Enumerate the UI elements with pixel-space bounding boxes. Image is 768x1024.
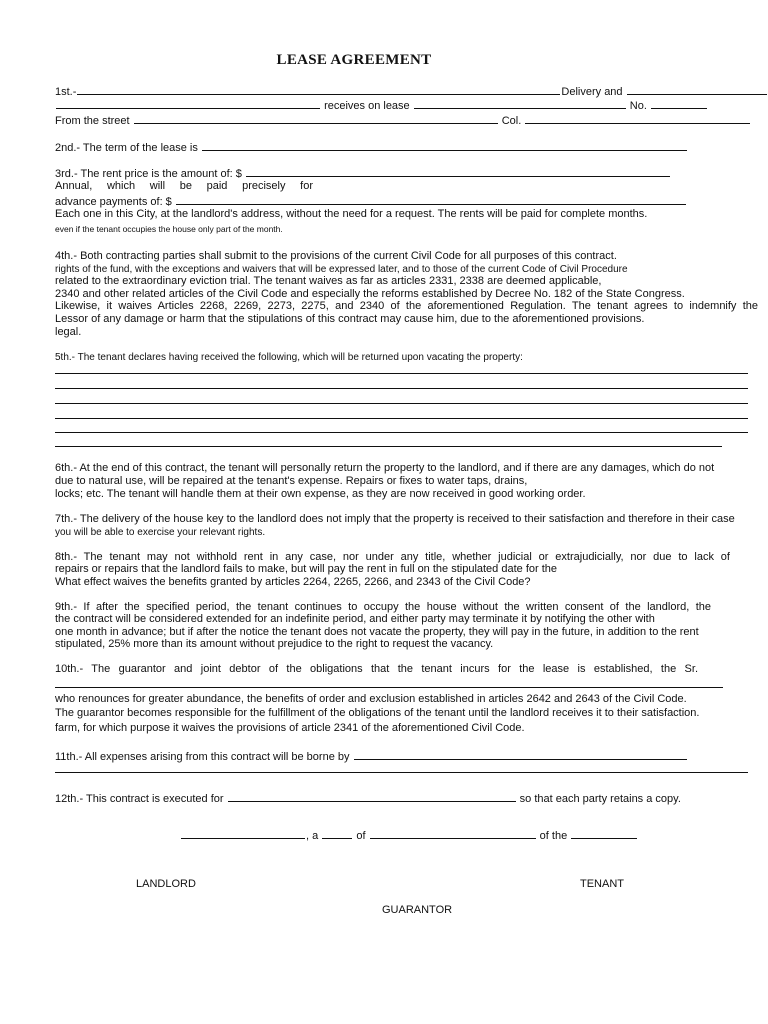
blank-line	[55, 373, 748, 374]
clause-3-line-2: Annual, which will be paid precisely for	[55, 180, 313, 192]
clause-10-line-3: The guarantor becomes responsible for the fulfillment of the obligations of the tenant until the landlord receives it to their satisfaction.	[55, 707, 700, 719]
clause-11: 11th.- All expenses arising from this contract will be borne by	[55, 749, 688, 764]
clause-10-line-4: farm, for which purpose it waives the provisions of article 2341 of the aforementioned Civil Code.	[55, 722, 525, 734]
blank-line	[55, 772, 748, 773]
clause-3-line-3: advance payments of: $	[55, 194, 687, 209]
clause-4-line-6: Lessor of any damage or harm that the stipulations of this contract may cause him, due to the aforementioned provisions.	[55, 313, 645, 325]
clause-8-line-1: 8th.- The tenant may not withhold rent in any case, nor under any title, whether judicial or extrajudicially, nor due to lack of	[55, 551, 730, 563]
clause-1-line-3: From the street Col.	[55, 113, 751, 128]
place-date-line: , a of of the	[180, 828, 638, 843]
clause-5: 5th.- The tenant declares having received the following, which will be returned upon vacating the property:	[55, 352, 523, 363]
clause-9-line-2: the contract will be considered extended for an indefinite period, and either party may terminate it by notifying the other with	[55, 613, 655, 625]
clause-2: 2nd.- The term of the lease is	[55, 140, 688, 155]
blank-line	[55, 388, 748, 389]
clause-6-line-2: due to natural use, will be repaired at the tenant's expense. Repairs or fixes to water taps, drains,	[55, 475, 528, 487]
clause-9-line-1: 9th.- If after the specified period, the tenant continues to occupy the house without the written consent of the landlord, the	[55, 601, 711, 613]
clause-9-line-4: stipulated, 25% more than its amount without prejudice to the right to request the vacancy.	[55, 638, 494, 650]
clause-4-line-2: rights of the fund, with the exceptions and waivers that will be expressed later, and to those of the current Code of Civil Procedure	[55, 264, 628, 275]
clause-6-line-3: locks; etc. The tenant will handle them at their own expense, as they are now received in good working order.	[55, 488, 586, 500]
blank-line	[55, 446, 722, 447]
document-title: LEASE AGREEMENT	[276, 52, 432, 68]
tenant-label: TENANT	[580, 878, 624, 890]
clause-4-line-4: 2340 and other related articles of the Civil Code and especially the reforms established by Decree No. 182 of the State Congress.	[55, 288, 685, 300]
clause-9-line-3: one month in advance; but if after the notice the tenant does not vacate the property, they will pay in the future, in addition to the rent	[55, 626, 699, 638]
blank-line	[55, 432, 748, 433]
clause-4-line-1: 4th.- Both contracting parties shall submit to the provisions of the current Civil Code for all purposes of this contract.	[55, 250, 617, 262]
clause-4-line-3: related to the extraordinary eviction trial. The tenant waives as far as articles 2331, 2338 are deemed applicable,	[55, 275, 602, 287]
clause-4-line-7: legal.	[55, 326, 82, 338]
clause-6-line-1: 6th.- At the end of this contract, the tenant will personally return the property to the landlord, and if there are any damages, which do not	[55, 462, 715, 474]
clause-4-line-5: Likewise, it waives Articles 2268, 2269, 2273, 2275, and 2340 of the aforementioned Regulation. The tenant agrees to indemnify the	[55, 300, 758, 312]
blank-line	[55, 687, 723, 688]
clause-3-line-5: even if the tenant occupies the house only part of the month.	[55, 224, 283, 234]
clause-8-line-3: What effect waives the benefits granted by articles 2264, 2265, 2266, and 2343 of the Civil Code?	[55, 576, 531, 588]
clause-10-line-1: 10th.- The guarantor and joint debtor of the obligations that the tenant incurs for the lease is established, the Sr.	[55, 663, 698, 675]
guarantor-label: GUARANTOR	[382, 904, 453, 916]
landlord-label: LANDLORD	[136, 878, 196, 890]
clause-1-line-2: receives on lease No.	[55, 98, 708, 113]
clause-8-line-2: repairs or repairs that the landlord fails to make, but will pay the rent in full on the stipulated date for the	[55, 563, 557, 575]
clause-12: 12th.- This contract is executed for so that each party retains a copy.	[55, 793, 681, 805]
blank-line	[55, 403, 748, 404]
clause-7-line-2: you will be able to exercise your relevant rights.	[55, 527, 266, 538]
clause-3-line-4: Each one in this City, at the landlord's address, without the need for a request. The rents will be paid for complete months.	[55, 208, 648, 220]
clause-10-line-2: who renounces for greater abundance, the benefits of order and exclusion established in articles 2642 and 2643 of the Civil Code.	[55, 693, 687, 705]
clause-1-line-1: 1st.- Delivery and	[55, 84, 768, 99]
blank-line	[55, 418, 748, 419]
clause-3-line-1: 3rd.- The rent price is the amount of: $	[55, 166, 671, 181]
clause-7-line-1: 7th.- The delivery of the house key to the landlord does not imply that the property is received to their satisfaction and therefore in their case	[55, 513, 735, 525]
